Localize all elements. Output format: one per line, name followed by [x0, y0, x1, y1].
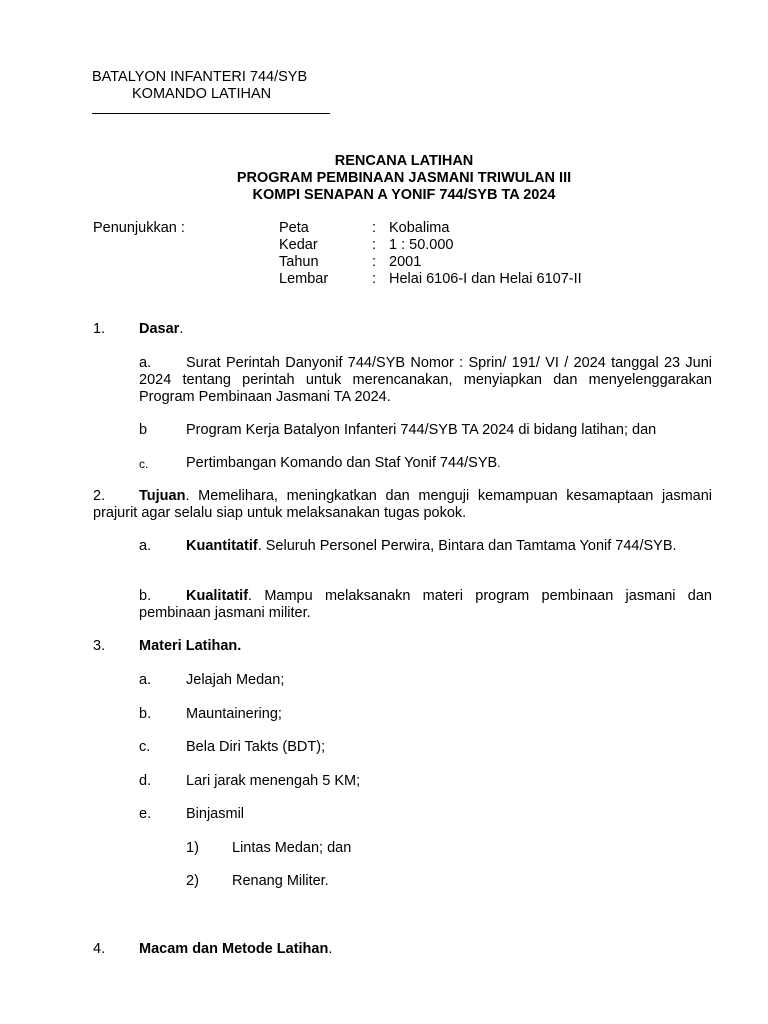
- section-4-title: Macam dan Metode Latihan: [139, 941, 329, 957]
- section-1-number: 1.: [93, 321, 106, 337]
- year-key: Tahun: [279, 254, 319, 270]
- section-2a-text: . Seluruh Personel Perwira, Bintara dan Tamtama Yonif 744/SYB.: [257, 538, 677, 554]
- section-2-number: 2.: [93, 488, 106, 504]
- list-item-mark: d.: [139, 773, 152, 789]
- list-item-mark: b.: [139, 706, 152, 722]
- command-name: KOMANDO LATIHAN: [132, 86, 272, 102]
- sub-list-item: Renang Militer.: [232, 873, 329, 889]
- list-item: Jelajah Medan;: [186, 672, 285, 688]
- list-item-mark: e.: [139, 806, 152, 822]
- section-1b-text: Program Kerja Batalyon Infanteri 744/SYB TA 2024 di bidang latihan; dan: [186, 422, 657, 438]
- section-2a-mark: a.: [139, 538, 152, 554]
- section-2a-title: Kuantitatif: [186, 538, 258, 554]
- section-1a-mark: a.: [139, 355, 152, 371]
- unit-name: BATALYON INFANTERI 744/SYB: [92, 69, 308, 85]
- section-1a-text: Surat Perintah Danyonif 744/SYB Nomor : Sprin/ 191/ VI / 2024 tanggal 23 Juni 2024 tentang perintah untuk merencanakan, menyiapkan dan menyelenggarakan Program Pembinaan Jasmani TA 2024.: [139, 355, 712, 405]
- section-2-paragraph: [93, 488, 712, 522]
- list-item: Mauntainering;: [186, 706, 282, 722]
- section-1-heading: [139, 321, 183, 338]
- section-3-number: 3.: [93, 638, 106, 654]
- scale-key: Kedar: [279, 237, 318, 253]
- section-1c-text: Pertimbangan Komando dan Staf Yonif 744/SYB: [186, 455, 498, 471]
- map-value: Kobalima: [389, 220, 450, 236]
- section-1c-suffix: .: [497, 456, 501, 470]
- map-sep: :: [372, 220, 377, 236]
- section-1-title: Dasar: [139, 321, 180, 337]
- sub-list-item: Lintas Medan; dan: [232, 840, 352, 856]
- list-item: Bela Diri Takts (BDT);: [186, 739, 326, 755]
- sheet-value: Helai 6106-I dan Helai 6107-II: [389, 271, 582, 287]
- section-1b-mark: b: [139, 422, 148, 438]
- section-3-title: Materi Latihan.: [139, 638, 242, 654]
- section-2b-paragraph: [139, 588, 712, 622]
- section-4-heading: [139, 941, 332, 958]
- sheet-key: Lembar: [279, 271, 329, 287]
- section-2b-title: Kualitatif: [186, 588, 249, 604]
- section-1c-mark: c.: [139, 457, 149, 471]
- year-sep: :: [372, 254, 377, 270]
- list-item-mark: a.: [139, 672, 152, 688]
- penunjukkan-label: Penunjukkan :: [93, 220, 185, 236]
- section-2-text: . Memelihara, meningkatkan dan menguji kemampuan kesamaptaan jasmani prajurit agar selalu siap untuk melaksanakan tugas pokok.: [93, 488, 712, 521]
- doc-title-line1: RENCANA LATIHAN: [334, 153, 474, 169]
- header-underline: [92, 113, 330, 114]
- map-key: Peta: [279, 220, 309, 236]
- section-1c-line: [186, 455, 501, 472]
- list-item: Binjasmil: [186, 806, 245, 822]
- section-1-title-suffix: .: [179, 321, 184, 337]
- sheet-sep: :: [372, 271, 377, 287]
- year-value: 2001: [389, 254, 422, 270]
- sub-list-item-mark: 2): [186, 873, 199, 889]
- section-2a-paragraph: [139, 538, 712, 555]
- sub-list-item-mark: 1): [186, 840, 199, 856]
- scale-sep: :: [372, 237, 377, 253]
- list-item-mark: c.: [139, 739, 151, 755]
- section-4-title-suffix: .: [328, 941, 333, 957]
- doc-title-line3: KOMPI SENAPAN A YONIF 744/SYB TA 2024: [252, 187, 556, 203]
- section-2b-mark: b.: [139, 588, 152, 604]
- list-item: Lari jarak menengah 5 KM;: [186, 773, 361, 789]
- section-2-title: Tujuan: [139, 488, 186, 504]
- section-2b-text: . Mampu melaksanakn materi program pembinaan jasmani dan pembinaan jasmani militer.: [139, 588, 712, 621]
- scale-value: 1 : 50.000: [389, 237, 454, 253]
- doc-title-line2: PROGRAM PEMBINAAN JASMANI TRIWULAN III: [236, 170, 572, 186]
- section-1a-paragraph: [139, 355, 712, 406]
- section-4-number: 4.: [93, 941, 106, 957]
